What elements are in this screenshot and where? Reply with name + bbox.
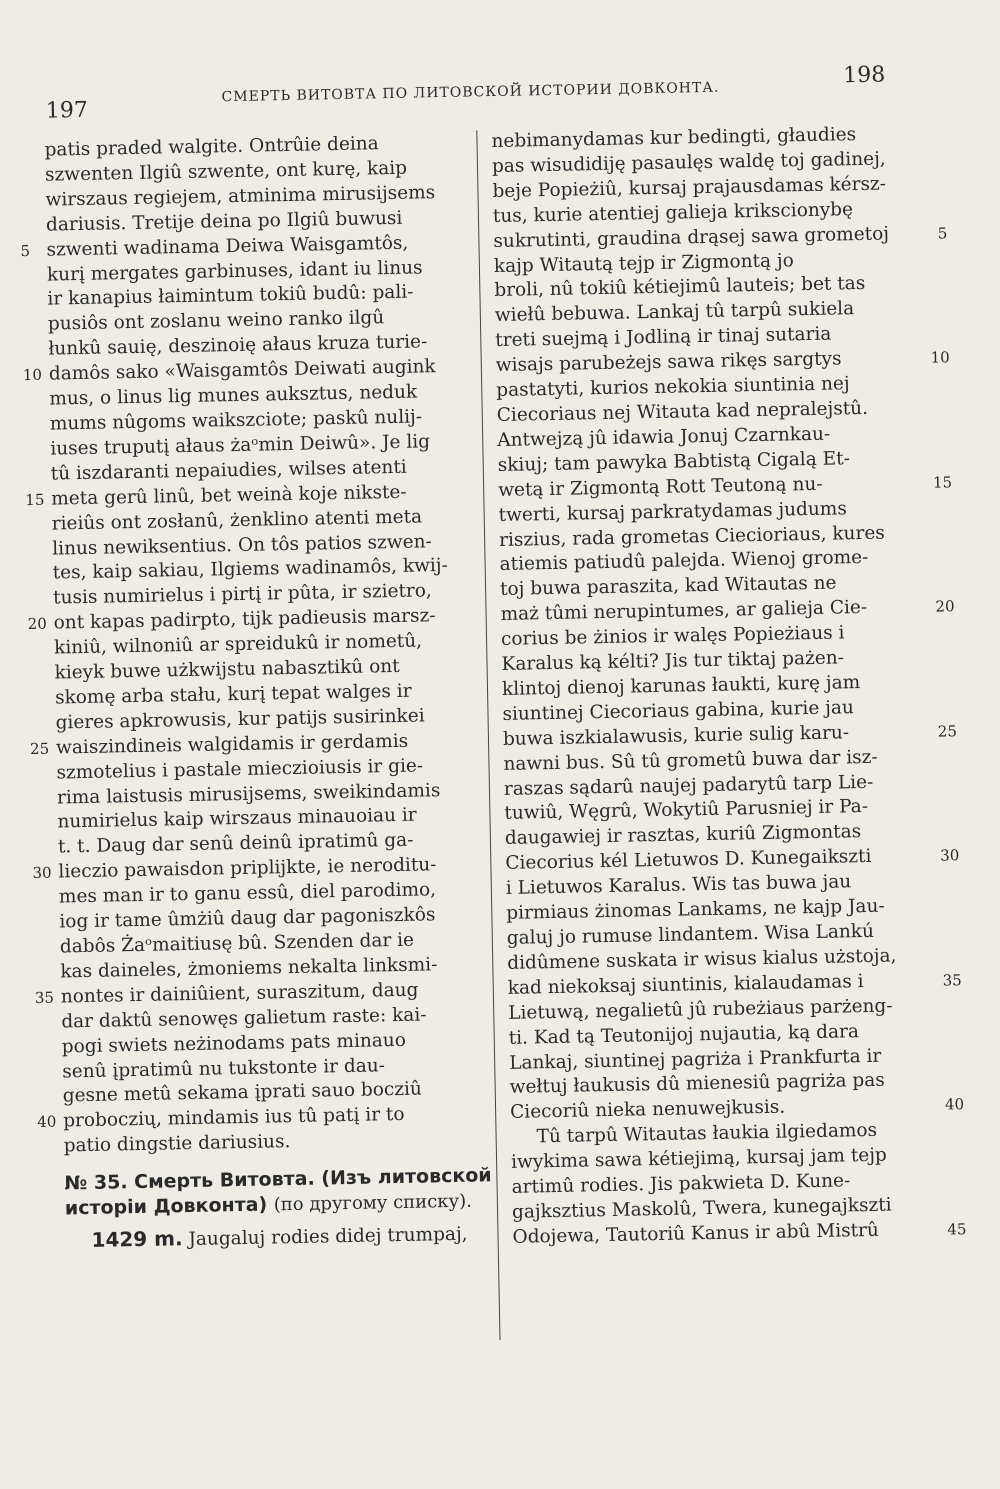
line-text: didûmene suskata ir wisus kialus użstoja, [507,945,897,974]
line-text: kajp Witautą tejp ir Zigmontą jo [493,249,794,277]
line-text: gieres apkrowusis, kur patijs susirinkei [55,705,425,734]
line-text: kiniû, wilnoniû ar spreidukû ir nometû, [53,630,423,659]
line-text: klintoj dienoj karunas łaukti, kurę jam [501,672,861,700]
line-text: corius be żinios ir walęs Popieżiaus i [500,622,845,651]
line-number: 20 [27,614,47,634]
line-text: iog ir tame ûmżiû daug dar pagoniszkôs [59,904,436,933]
line-text: raszas sądarû naujej padarytû tarp Lie- [503,771,874,800]
line-text: iuses truputį ałaus żaᵒmin Deiwû». Je lig [50,431,431,460]
line-text: dabôs Żaᵒmaitiusę bû. Szenden dar ie [59,929,415,958]
line-text: i Lietuwos Karalus. Wis tas buwa jau [505,871,852,900]
line-text: tuwiû, Węgrû, Wokytiû Parusniej ir Pa- [504,796,869,825]
right-column [476,122,967,1340]
line-text: Lankaj, siuntinej pagriża i Prankfurta ir [508,1045,882,1074]
line-text: patis praded walgite. Ontrûie deina [44,133,379,161]
section-title: Смерть Витовта. (Изъ литовской [133,1164,492,1194]
line-text: wisajs parubeżejs sawa rikęs sargtys [495,348,842,377]
line-text: mes man ir to ganu essû, diel parodimo, [58,879,437,908]
line-text: kieyk buwe użkwijstu nabasztikû ont [54,655,400,684]
line-text: wirszaus regiejem, atminima mirusijsems [45,181,436,211]
line-number: 45 [947,1220,967,1239]
line-text: Ciecoriû nieka nenuwejkusis. [509,1096,786,1124]
line-text: gajksztius Maskolû, Twera, kunegajkszti [511,1194,892,1223]
line-text: waiszindineis walgidamis ir gerdamis [55,730,409,759]
line-number: 15 [932,472,953,492]
line-number: 15 [25,490,45,509]
line-text: buwa iszkialawusis, kurie sulig karu- [502,722,850,750]
line-text: kad niekoksaj siuntinis, kialaudamas i [507,970,864,999]
line-text: wetą ir Zigmontą Rott Teutoną nu- [498,473,823,501]
line-text: proboczių, mindamis ius tû patį ir to [63,1104,405,1132]
line-text: tusis numirielus i pirtį ir pûta, ir szietro, [52,580,432,609]
section-first-line [65,1220,485,1255]
line-text: senû įpratimû nu tukstonte ir dau- [62,1054,386,1082]
line-number: 5 [20,241,31,260]
line-text: patio dingstie dariusius. [63,1131,291,1157]
line-text: skiuj; tam pawyka Babtistą Cigalą Et- [497,448,851,476]
line-text: tû iszdaranti nepaiudies, wilses atenti [50,456,407,485]
line-text: t. t. Daug dar senû deinû ipratimû ga- [57,830,414,858]
line-text: Karalus ką kélti? Jis tur tiktaj pażen- [501,647,845,675]
line-text: galuj jo rumuse lindantem. Wisa Lankú [506,920,875,949]
line-text: damôs sako «Waisgamtôs Deiwati augink [48,356,436,385]
line-text: pirmiaus żinomas Lankams, ne kajp Jau- [506,895,885,925]
line-text: pas wisudidiję pasaulęs waldę toj gadinej, [491,148,886,177]
line-text: mus, o linus lig munes auksztus, neduk [49,381,418,410]
line-text: wiełû bebuwa. Lankaj tû tarpû sukiela [494,298,855,327]
line-text: łunkû sauię, deszinoię ałaus kruza turie- [48,331,428,360]
line-text: szmotelius i pastale miecziоiusis ir gie- [56,755,424,784]
line-number: 40 [37,1112,57,1132]
line-text: sukrutinti, graudina drąsej sawa grometoj [493,223,890,252]
line-number: 10 [22,365,43,385]
line-number: 25 [29,739,50,758]
section-number: № 35. [64,1171,128,1195]
line-text: broli, nû tokiû kétiejimû lauteis; bet tas [494,273,866,302]
line-text: kas daineles, żmoniems nekalta linksmi- [60,954,438,983]
line-text: wełtuj łaukusis dû mienesiû pagriża pas [509,1070,886,1099]
line-text: iwykima sawa kétiejimą, kursaj jam tejp [510,1144,888,1174]
line-text: beje Popieżiû, kursaj prajausdamas kérsz- [492,173,887,202]
line-text: atiemis patiudû palejda. Wienoj grome- [499,547,869,576]
line-number: 40 [944,1095,965,1114]
line-number: 5 [937,223,948,243]
line-text: skomę arba stału, kurį tepat walges ir [54,680,412,709]
line-number: 10 [930,348,950,367]
line-text: Lietuwą, negalietû jû rubeżiaus parżeng- [508,995,893,1024]
line-text: pastatyti, kurios nekokia siuntinia nej [496,373,850,402]
line-text: toj buwa paraszita, kad Witautas ne [499,572,837,601]
line-text: nebimanydamas kur bedingti, głaudies [491,124,857,153]
line-number: 35 [942,970,962,990]
line-text: artimû rodies. Jis pakwieta D. Kune- [511,1170,851,1198]
line-text: ti. Kad tą Teutonijoj nujautia, ką dara [508,1020,860,1049]
page-header [45,62,886,124]
line-text: pogi swiets neżinodams pats minauo [61,1029,407,1058]
line-text: kurį mergates garbinuses, idant iu linus [46,256,423,286]
line-text: Ciecoriaus nej Witauta kad nepralejstû. [496,397,869,426]
line-text: dariusis. Tretije deina po Ilgiû buwusi [45,207,403,236]
section-first-text: Jaugaluj rodies didej trumpaj, [188,1223,468,1251]
line-text: ont kapas padirpto, tijk padieusis marsz- [53,605,436,634]
line-number: 30 [940,846,960,865]
year-marker: 1429 m. [91,1226,183,1252]
line-text: pusiôs ont zoslanu weino ranko ilgû [47,307,385,335]
line-text: rieiûs ont zosłanû, żenklino atenti meta [51,506,423,535]
line-text: tus, kurie atentiej galieja krikscionybę [492,198,854,227]
line-text: meta gerû linû, bet weinà koje nikste- [51,481,407,510]
section-subtitle: (по другому списку). [273,1190,473,1216]
page-number-left: 197 [45,97,89,124]
line-text: gesne metû sekama įprati sauo bocziû [62,1079,423,1107]
line-number: 20 [935,597,955,616]
line-text: Ciecorius kél Lietuwos D. Kunegaikszti [505,846,872,875]
line-text: Odojewa, Tautoriû Kanus ir abû Mistrû [512,1219,880,1248]
line-text: dar daktû senowęs galietum raste: kai- [61,1004,427,1033]
line-number: 35 [34,988,55,1007]
line-number: 25 [937,721,958,741]
line-text: numirielus kaip wirszaus minauoiau ir [57,805,417,833]
line-text: riszius, rada grometas Ciecioriaus, kures [498,522,885,551]
line-text: Antwejzą jû idawia Jonuj Czarnkau- [497,423,831,451]
section-title-2: исторіи Довконта) [64,1193,268,1220]
running-title: СМЕРТЬ ВИТОВТА ПО ЛИТОВСКОЙ ИСТОРИИ ДОВКОНТА. [221,79,720,106]
line-text: nontes ir dainiûient, suraszitum, daug [60,979,419,1008]
line-text: szwenti wadinama Deiwa Waisgamtôs, [46,232,409,261]
line-text: twerti, kursaj parkratydamas judums [498,497,848,526]
line-text: Tû tarpû Witautas łaukia ilgiedamos [536,1120,878,1148]
line-text: tes, kaip sakiau, Ilgiems wadinamôs, kwij- [52,555,449,584]
line-text: mums nûgoms waikszciote; paskû nulij- [49,406,423,435]
line-number: 30 [32,863,52,883]
line-text: siuntinej Ciecoriaus gabina, kurie jau [502,697,855,725]
line-text: lieczio pawaisdon priplijkte, ie neroditu- [58,854,437,883]
line-text: daugawiej ir rasztas, kuriû Zigmontas [504,821,862,850]
line-text: szwenten Ilgiû szwente, ont kurę, kaip [44,157,408,186]
line-text: maż tûmi nerupintumes, ar galieja Cie- [500,597,868,626]
line-text: linus newiksentius. On tôs patios szwen- [52,530,432,560]
line-text: ir kanapius łaimintum tokiû budû: pali- [47,282,414,311]
page-number-right: 198 [843,62,886,89]
line-text: treti suejmą i Jodliną ir tinaj sutaria [495,323,832,352]
line-text: nawni bus. Sû tû grometû buwa dar isz- [503,746,878,775]
left-column [20,131,492,1256]
line-text: rima laistusis mirusijsems, sweikindamis [56,779,441,809]
